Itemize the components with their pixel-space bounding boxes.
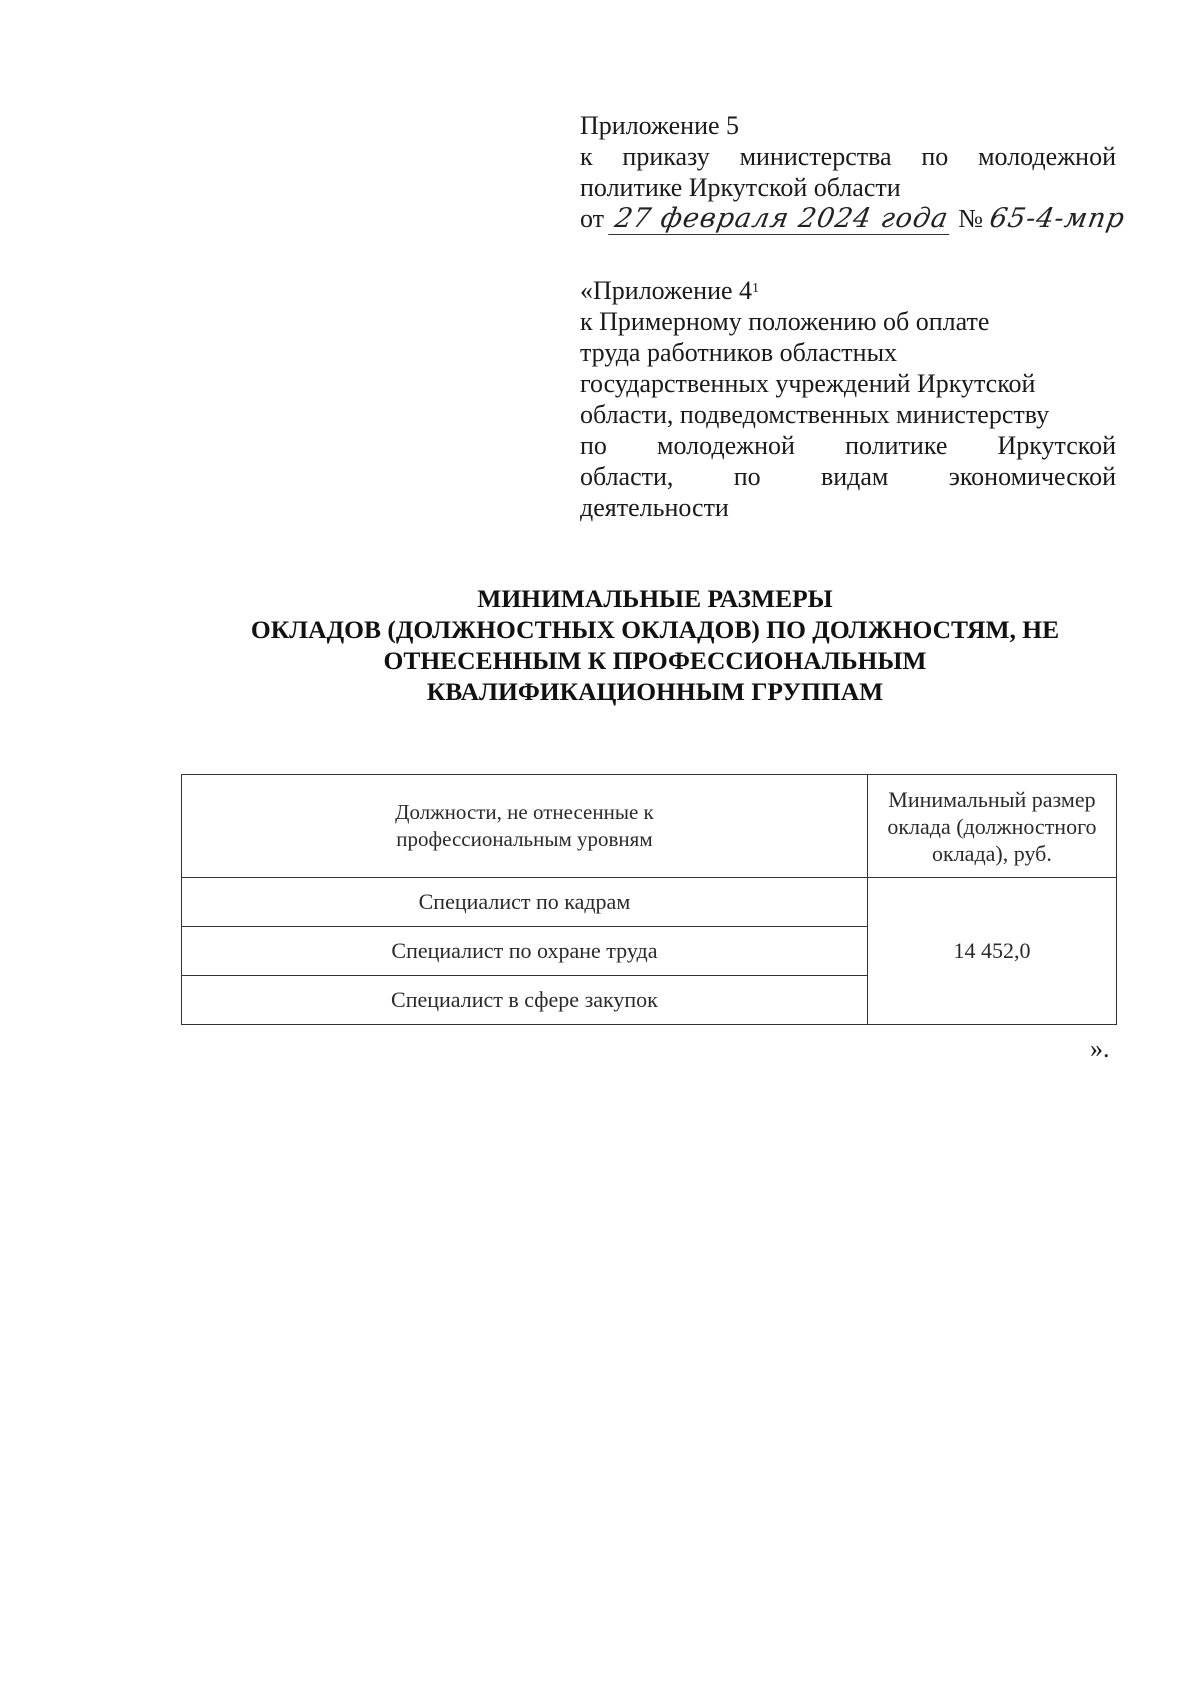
sub-appendix-line-4: области, подведомственных министерству (580, 400, 1050, 429)
appendix-line-2: политике Иркутской области (580, 173, 901, 202)
appendix-title: Приложение 5 (580, 111, 740, 140)
appendix-header (580, 110, 1128, 239)
sub-appendix-line-1: к Примерному положению об оплате (580, 307, 990, 336)
sub-appendix-line-6: области, по видам экономической (580, 462, 1116, 491)
sub-appendix-line-2: труда работников областных (580, 338, 898, 367)
table-header-row (182, 775, 1117, 878)
title-line-3: ОТНЕСЕННЫМ К ПРОФЕССИОНАЛЬНЫМ (383, 646, 927, 675)
position-cell: Специалист по охране труда (182, 927, 868, 976)
closing-quote: ». (1090, 1034, 1110, 1063)
sub-appendix-header (580, 275, 1116, 523)
title-line-1: МИНИМАЛЬНЫЕ РАЗМЕРЫ (477, 584, 833, 613)
table-header-positions (182, 775, 868, 878)
salary-table (181, 774, 1117, 1025)
position-cell: Специалист в сфере закупок (182, 976, 868, 1025)
sub-appendix-superscript: 1 (752, 281, 760, 296)
sub-appendix-line-5: по молодежной политике Иркутской (580, 431, 1116, 460)
appendix-date-row (580, 203, 1128, 239)
number-prefix: № (958, 204, 984, 233)
sub-appendix-title (580, 275, 1116, 306)
salary-value-cell: 14 452,0 (867, 878, 1116, 1025)
table-header-salary: Минимальный размер оклада (должностного оклада), руб. (867, 775, 1116, 878)
handwritten-number: 65-4-мпр (986, 203, 1128, 234)
document-title (130, 583, 1180, 707)
title-line-4: КВАЛИФИКАЦИОННЫМ ГРУППАМ (426, 677, 884, 706)
sub-appendix-title-text: «Приложение 4 (580, 276, 753, 305)
appendix-line-1: к приказу министерства по молодежной (580, 142, 1116, 171)
title-line-2: ОКЛАДОВ (ДОЛЖНОСТНЫХ ОКЛАДОВ) ПО ДОЛЖНОСТЯМ, НЕ (250, 615, 1060, 644)
handwritten-date: 27 февраля 2024 года (608, 203, 955, 235)
sub-appendix-line-7: деятельности (580, 493, 729, 522)
table-row (182, 878, 1117, 927)
sub-appendix-line-3: государственных учреждений Иркутской (580, 369, 1036, 398)
from-prefix: от (580, 204, 605, 233)
header-positions-text: Должности, не отнесенные к профессиональным уровням (395, 800, 654, 851)
position-cell: Специалист по кадрам (182, 878, 868, 927)
